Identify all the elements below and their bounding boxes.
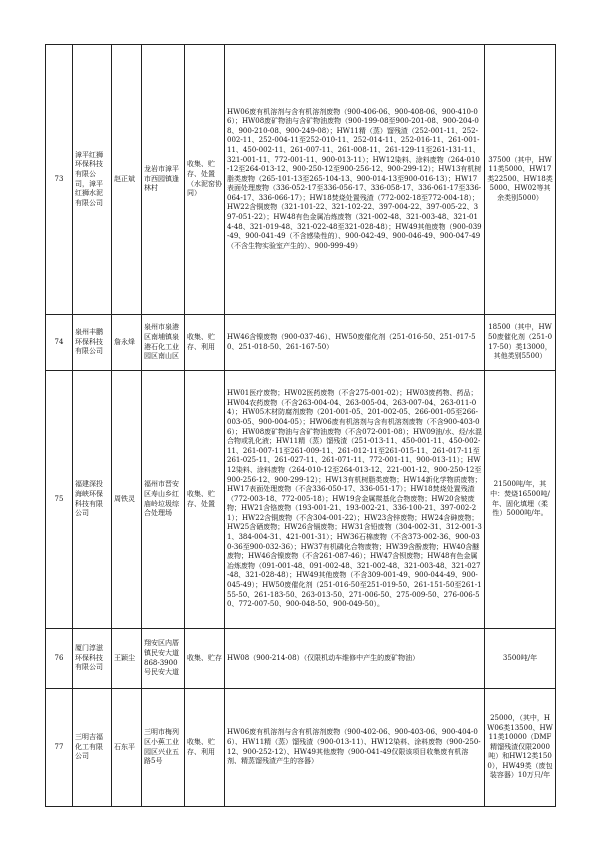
annual-capacity: 25000，（其中，HW06类13500、HW11类10000（DMF精馏残渣仅限2000吨）和HW12类1500），HW49类（废包装容器）10万只/年 [485,689,556,807]
row-number: 74 [46,315,73,371]
facility-address-text: 翔安区内厝镇民安大道868-3900号民安大道 [144,639,179,677]
operation-mode: 收集、贮存、利用 [185,315,225,371]
waste-categories: HW01医疗废物；HW02医药废物（不含275-001-02）；HW03废药物、药品；HW04农药废物（不含263-004-04、263-005-04、263-007-04、263-011-04）；HW05木材防腐剂废物（201-001-05、201-002-05、266-001-05至266-003-05、900-004-05）；HW06废有机溶剂与含有机溶剂废物（不含900-403-06）；HW08废矿物油与含矿物油废物（不含072-001-08）；HW09油/水、烃/水混合物或乳化液；HW11精（蒸）馏残渣（251-013-11、450-001-11、450-002-11、261-007-11至261-009-11、261-012-11至261-015-11、261-017-11至261-025-11、261-027-11、261-071-11、772-001-11、900-013-11）；HW12染料、涂料废物（264-010-12至264-013-12、221-001-12、900-250-12至900-256-12、900-299-12）；HW13有机树脂类废物；HW14新化学物质废物；HW17表面处理废物（不含336-050-17、336-051-17）；HW18焚烧处置残渣（772-003-18、772-005-18）；HW19含金属羰基化合物废物；HW20含铍废物；HW21含铬废物（193-001-21、193-002-21、336-100-21、397-002-21）；HW22含铜废物（不含304-001-22）；HW23含锌废物；HW24含砷废物；HW25含硒废物；HW26含镉废物；HW31含铅废物（304-002-31、312-001-31、384-004-31、421-001-31）；HW36石棉废物（不含373-002-36、900-030-36至900-032-36）；HW37有机磷化合物废物；HW39含酚废物；HW40含醚废物；HW46含镍废物（不含261-087-46）；HW47含钡废物；HW48有色金属冶炼废物（091-001-48、091-002-48、321-002-48、321-003-48、321-027-48、321-028-48）；HW49其他废物（不含309-001-49、900-044-49、900-045-49）；HW50废催化剂（251-016-50至251-019-50、261-151-50至261-155-50、261-183-50、263-013-50、271-006-50、275-009-50、276-006-50、772-007-50、900-048-50、900-049-50）。 [225,371,485,629]
operation-mode: 收集、贮存、利用 [185,689,225,807]
waste-permit-table [45,44,556,807]
legal-representative: 詹永烽 [112,315,142,371]
operation-mode: 收集、贮存、处置（水泥窑协同） [185,45,225,315]
company-name: 漳平红狮环保科技有限公司，漳平红狮水泥有限公司 [73,45,112,315]
company-name: 泉州丰鹏环保科技有限公司 [73,315,112,371]
company-name: 福建深投海峡环保科技有限公司 [73,371,112,629]
facility-address: 三明市梅列区小蕉工业园区兴业五路5号 [142,689,185,807]
row-number: 76 [46,629,73,689]
waste-categories: HW06废有机溶剂与含有机溶剂废物（900-406-06、900-408-06、900-410-06）；HW08废矿物油与含矿物油废物（900-199-08至900-201-08、900-204-08、900-210-08、900-249-08）；HW11精（蒸）馏残渣（252-001-11、252-002-11、252-004-11至252-010-11、252-014-11、252-016-11、261-001-11、450-002-11、261-007-11、261-008-11、261-129-11至261-131-11、321-001-11、772-001-11、900-013-11）；HW12染料、涂料废物（264-010-12至264-013-12、900-250-12至900-256-12、900-299-12）；HW13有机树脂类废物（265-101-13至265-104-13、900-014-13至900-016-13）；HW17表面处理废物（336-052-17至336-056-17、336-058-17、336-061-17至336-064-17、336-066-17）；HW18焚烧处置残渣（772-002-18至772-004-18）；HW22含铜废物（321-101-22、321-102-22、397-004-22、397-005-22、397-051-22）；HW48有色金属冶炼废物（321-002-48、321-003-48、321-014-48、321-019-48、321-022-48至321-028-48）；HW49其他废物（900-039-49、900-041-49（不含感染性的）、900-042-49、900-046-49、900-047-49（不含生物实验室产生的）、900-999-49） [225,45,485,315]
table-row [46,629,556,689]
legal-representative: 周铁灵 [112,371,142,629]
row-number: 73 [46,45,73,315]
company-name: 厦门淳滋环保科技有限公司 [73,629,112,689]
waste-categories: HW08（900-214-08）（仅限机动车维修中产生的废矿物油） [225,629,485,689]
annual-capacity: 37500（其中，HW11类5000、HW17类22500、HW18类5000、HW02等其余类别5000） [485,45,556,315]
row-number: 77 [46,689,73,807]
facility-address: 福州市晋安区寿山乡红庙岭垃圾综合处理场 [142,371,185,629]
legal-representative: 石东平 [112,689,142,807]
facility-address [142,315,185,371]
table-row [46,371,556,629]
annual-capacity: 3500吨/年 [485,629,556,689]
facility-address: 龙岩市漳平市西园镇逢林村 [142,45,185,315]
operation-mode: 收集、贮存 [185,629,225,689]
facility-address-text: 泉州市泉港区南埔镇泉港石化工业园区南山区 [144,323,179,361]
operation-mode: 收集、贮存、处置 [185,371,225,629]
table-row [46,315,556,371]
table-row [46,45,556,315]
facility-address [142,629,185,689]
row-number: 75 [46,371,73,629]
waste-categories: HW06废有机溶剂与含有机溶剂废物（900-402-06、900-403-06、900-404-06）、HW11精（蒸）馏残渣（900-013-11）、HW12染料、涂料废物（900-250-12、900-252-12）、HW49其他废物（900-041-49仅限该项目收集废有机溶剂、精蒸馏残渣产生的容器） [225,689,485,807]
annual-capacity: 21500吨/年，其中：焚烧16500吨/年、固化填埋（柔性）5000吨/年。 [485,371,556,629]
annual-capacity: 18500（其中，HW50废催化剂（251-017-50）类13000，其他类别5500） [485,315,556,371]
table-row [46,689,556,807]
legal-representative: 王颖尘 [112,629,142,689]
company-name: 三明吉福化工有限公司 [73,689,112,807]
legal-representative: 赵正斌 [112,45,142,315]
waste-categories: HW46含镍废物（900-037-46）、HW50废催化剂（251-016-50、251-017-50、251-018-50、261-167-50） [225,315,485,371]
